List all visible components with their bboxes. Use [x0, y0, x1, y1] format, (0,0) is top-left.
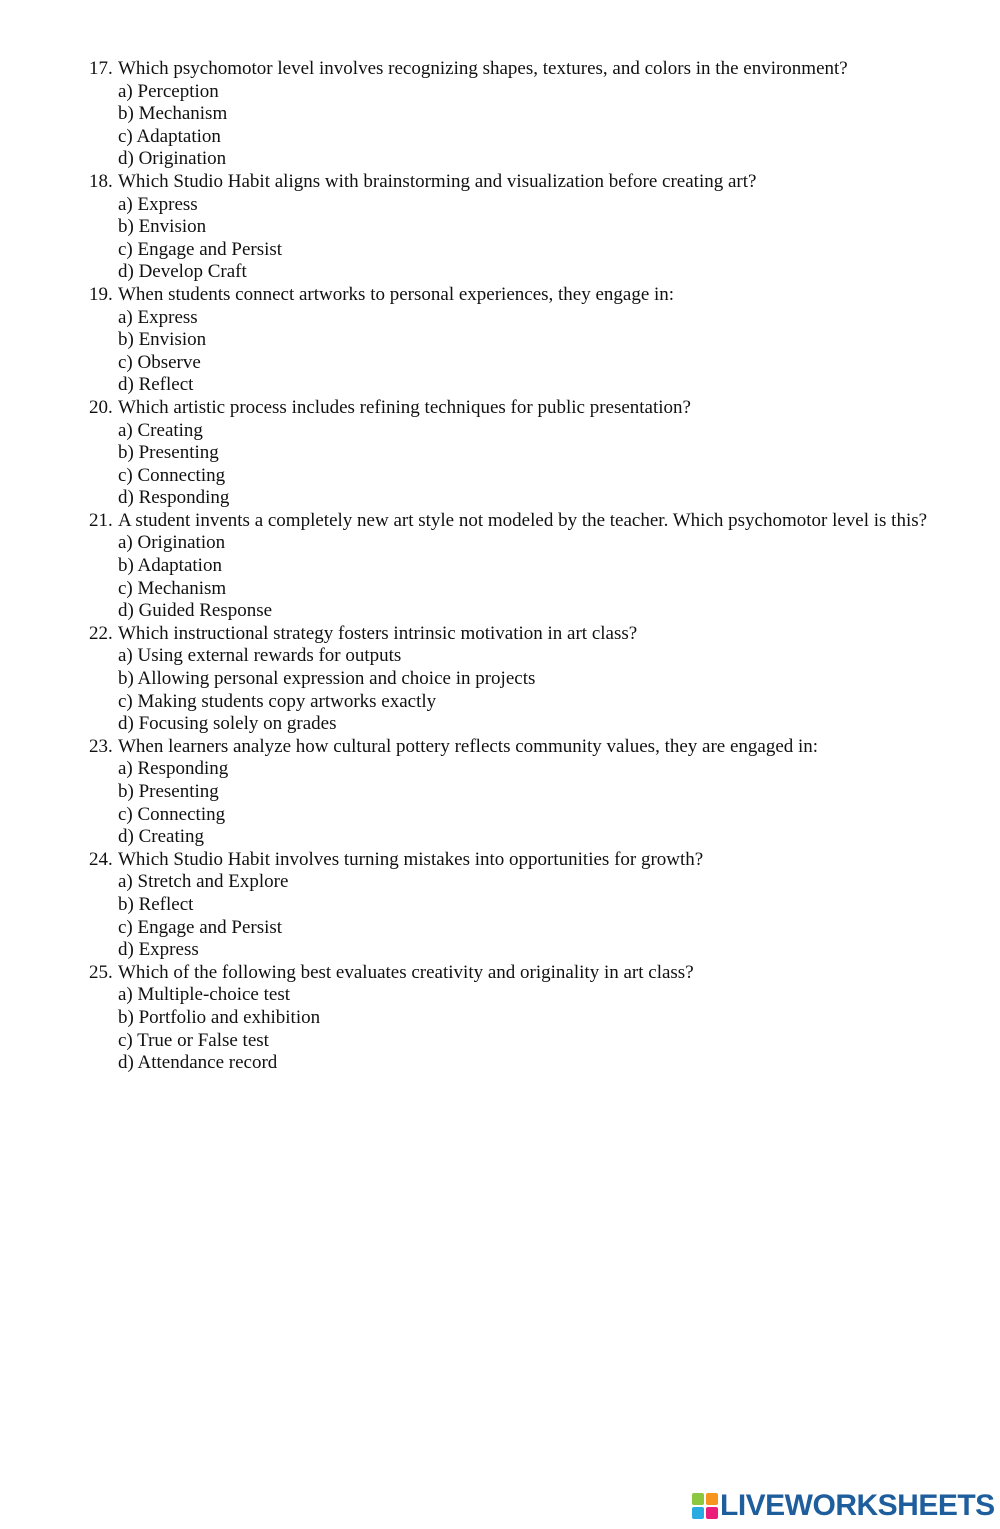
question-number: 24. [89, 848, 113, 870]
answer-option[interactable]: a) Responding [118, 758, 229, 780]
question-text: When students connect artworks to personal experiences, they engage in: [118, 283, 675, 305]
answer-option[interactable]: c) Engage and Persist [118, 916, 283, 938]
question-number: 21. [89, 509, 113, 531]
option-list [89, 645, 929, 735]
question-item [89, 284, 929, 397]
option-list [89, 758, 929, 848]
answer-option[interactable]: d) Origination [118, 148, 227, 170]
liveworksheets-logo-icon [692, 1493, 718, 1519]
answer-option[interactable]: d) Reflect [118, 374, 194, 396]
question-stem [89, 284, 929, 307]
answer-option[interactable]: b) Mechanism [118, 103, 228, 125]
logo-square-3 [692, 1507, 704, 1519]
answer-option[interactable]: c) Making students copy artworks exactly [118, 690, 437, 712]
answer-option[interactable]: a) Perception [118, 80, 219, 102]
question-number: 23. [89, 735, 113, 757]
answer-option[interactable]: b) Portfolio and exhibition [118, 1006, 321, 1028]
answer-option[interactable]: d) Develop Craft [118, 261, 247, 283]
question-item [89, 171, 929, 284]
answer-option[interactable]: d) Guided Response [118, 600, 273, 622]
question-item [89, 510, 929, 623]
question-stem [89, 849, 929, 872]
option-list [89, 984, 929, 1074]
answer-option[interactable]: d) Focusing solely on grades [118, 713, 337, 735]
option-list [89, 194, 929, 284]
question-item [89, 736, 929, 849]
answer-option[interactable]: a) Express [118, 193, 198, 215]
answer-option[interactable]: b) Presenting [118, 781, 219, 802]
answer-option[interactable]: b) Envision [118, 216, 207, 238]
question-text: When learners analyze how cultural pottery reflects community values, they are engaged in: [118, 735, 819, 757]
question-number: 18. [89, 170, 113, 192]
answer-option[interactable]: c) Observe [118, 351, 201, 373]
answer-option[interactable]: d) Responding [118, 487, 230, 509]
option-list [89, 532, 929, 622]
option-list [89, 81, 929, 171]
question-stem [89, 171, 929, 194]
answer-option[interactable]: c) Connecting [118, 803, 226, 825]
answer-option[interactable]: a) Express [118, 306, 198, 328]
question-item [89, 849, 929, 962]
answer-option[interactable]: c) Mechanism [118, 577, 227, 599]
answer-option[interactable]: a) Stretch and Explore [118, 871, 289, 893]
answer-option[interactable]: c) Engage and Persist [118, 238, 283, 260]
question-text: Which instructional strategy fosters intrinsic motivation in art class? [118, 622, 638, 644]
logo-square-2 [706, 1493, 718, 1505]
question-text: Which Studio Habit involves turning mistakes into opportunities for growth? [118, 848, 704, 870]
option-list [89, 420, 929, 510]
liveworksheets-brand [692, 1489, 995, 1523]
question-number: 25. [89, 961, 113, 983]
logo-square-4 [706, 1507, 718, 1519]
question-stem [89, 58, 929, 81]
question-list [89, 58, 929, 1075]
question-text: Which artistic process includes refining techniques for public presentation? [118, 396, 691, 418]
question-item [89, 397, 929, 510]
question-stem [89, 623, 929, 646]
answer-option[interactable]: a) Using external rewards for outputs [118, 645, 402, 667]
answer-option[interactable]: d) Creating [118, 826, 205, 848]
question-text: Which Studio Habit aligns with brainstorming and visualization before creating art? [118, 170, 757, 192]
answer-option[interactable]: a) Multiple-choice test [118, 984, 290, 1006]
question-stem [89, 397, 929, 420]
answer-option[interactable]: b) Reflect [118, 893, 194, 915]
answer-option[interactable]: b) Adaptation [118, 555, 222, 577]
answer-option[interactable]: c) Adaptation [118, 125, 221, 147]
question-text: Which psychomotor level involves recognizing shapes, textures, and colors in the environment? [118, 58, 848, 79]
question-item [89, 623, 929, 736]
answer-option[interactable]: d) Attendance record [118, 1052, 278, 1074]
option-list [89, 871, 929, 961]
question-number: 17. [89, 58, 113, 79]
question-stem [89, 736, 929, 759]
question-text: A student invents a completely new art style not modeled by the teacher. Which psychomotor level is this? [118, 509, 928, 531]
brand-name: LIVEWORKSHEETS [720, 1489, 995, 1522]
answer-option[interactable]: a) Origination [118, 532, 226, 554]
option-list [89, 307, 929, 397]
question-number: 19. [89, 283, 113, 305]
question-number: 20. [89, 396, 113, 418]
question-number: 22. [89, 622, 113, 644]
answer-option[interactable]: c) Connecting [118, 464, 226, 486]
answer-option[interactable]: b) Allowing personal expression and choice in projects [118, 668, 536, 690]
question-item [89, 58, 929, 171]
answer-option[interactable]: c) True or False test [118, 1029, 269, 1051]
answer-option[interactable]: a) Creating [118, 419, 203, 441]
logo-square-1 [692, 1493, 704, 1505]
answer-option[interactable]: b) Presenting [118, 442, 219, 464]
question-item [89, 962, 929, 1075]
question-stem [89, 962, 929, 985]
question-stem [89, 510, 929, 533]
answer-option[interactable]: b) Envision [118, 329, 207, 351]
answer-option[interactable]: d) Express [118, 939, 199, 961]
question-text: Which of the following best evaluates creativity and originality in art class? [118, 961, 694, 983]
